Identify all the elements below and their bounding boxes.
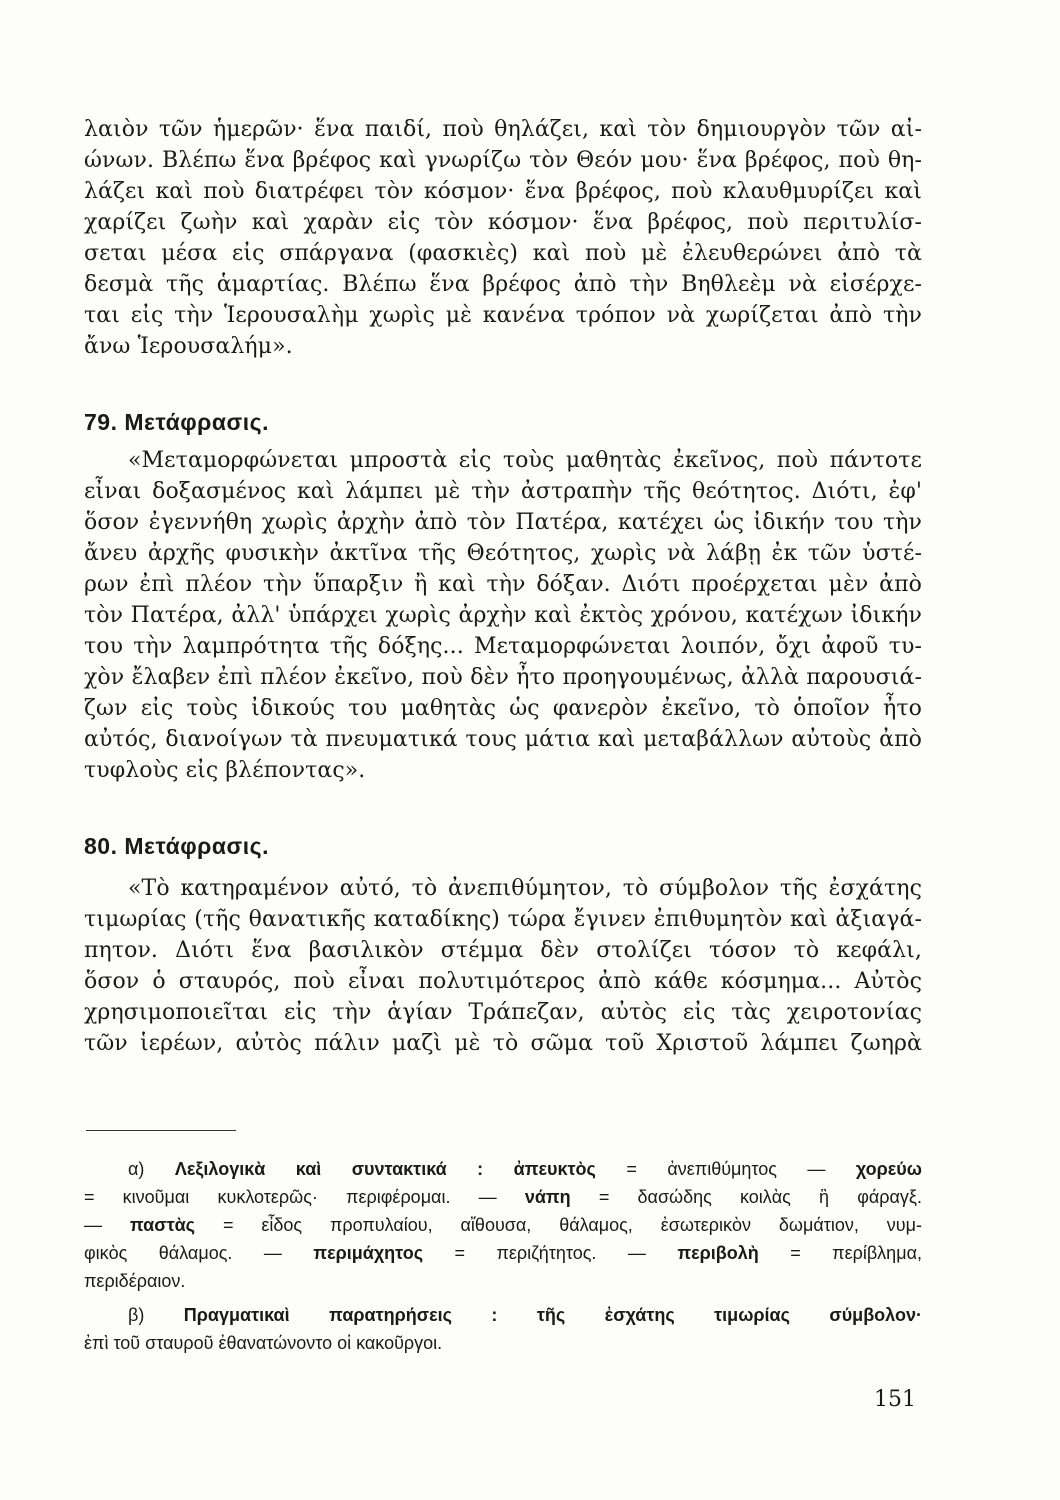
- footnote-b-line: [128, 1302, 922, 1328]
- text-line: ται εἰς τὴν Ἱερουσαλὴμ χωρὶς μὲ κανένα τρόπον νὰ χωρίζεται ἀπὸ τὴν: [84, 303, 922, 328]
- text-line: σεται μέσα εἰς σπάργανα (φασκιὲς) καὶ ποὺ μὲ ἐλευθερώνει ἀπὸ τὰ: [84, 241, 922, 266]
- text-line: πητον. Διότι ἕνα βασιλικὸν στέμμα δὲν στολίζει τόσον τὸ κεφάλι,: [84, 938, 922, 963]
- footnote-a-line: [84, 1212, 922, 1238]
- section-79-heading: 79. Μετάφρασις.: [84, 409, 269, 435]
- text-line: τὸν Πατέρα, ἀλλ' ὑπάρχει χωρὶς ἀρχὴν καὶ ἐκτὸς χρόνου, κατέχων ἰδικήν: [84, 603, 922, 628]
- footnote-term: νάπη: [524, 1187, 571, 1207]
- footnote-term: ἀπευκτὸς: [513, 1159, 596, 1179]
- text-line: «Μεταμορφώνεται μπροστὰ εἰς τοὺς μαθητὰς ἐκεῖνος, ποὺ πάντοτε: [128, 448, 922, 473]
- section-80-heading: 80. Μετάφρασις.: [84, 833, 269, 859]
- footnote-dash: —: [84, 1215, 102, 1235]
- text-line: λαιὸν τῶν ἡμερῶν· ἕνα παιδί, ποὺ θηλάζει, καὶ τὸν δημιουργὸν τῶν αἰ-: [84, 117, 922, 142]
- text-line: χὸν ἔλαβεν ἐπὶ πλέον ἐκεῖνο, ποὺ δὲν ἦτο προηγουμένως, ἀλλὰ παρουσιά-: [84, 665, 922, 690]
- text-line: ρων ἐπὶ πλέον τὴν ὕπαρξιν ἢ καὶ τὴν δόξαν. Διότι προέρχεται μὲν ἀπὸ: [84, 572, 922, 597]
- footnote-definition: = εἶδος προπυλαίου, αἴθουσα, θάλαμος, ἐσωτερικὸν δωμάτιον, νυμ-: [222, 1215, 922, 1235]
- text-line: «Τὸ κατηραμένον αὐτό, τὸ ἀνεπιθύμητον, τὸ σύμβολον τῆς ἐσχάτης: [128, 876, 922, 901]
- footnote-title: Πραγματικαὶ παρατηρήσεις :: [183, 1305, 498, 1325]
- text-line: αὐτός, διανοίγων τὰ πνευματικά τους μάτια καὶ μεταβάλλων αὐτοὺς ἀπὸ: [84, 727, 922, 752]
- footnote-label: β): [128, 1305, 145, 1325]
- footnote-definition: φικὸς θάλαμος. —: [84, 1243, 282, 1263]
- text-line: ἄνω Ἱερουσαλήμ».: [84, 334, 293, 359]
- footnote-definition: = περίβλημα,: [790, 1243, 922, 1263]
- footnote-term: περιμάχητος: [313, 1243, 424, 1263]
- footnote-a-line: περιδέραιον.: [84, 1271, 186, 1291]
- text-line: τυφλοὺς εἰς βλέποντας».: [84, 758, 366, 783]
- footnote-a-line: [128, 1156, 922, 1182]
- footnote-term: περιβολὴ: [677, 1243, 759, 1263]
- text-line: ὅσον ὁ σταυρός, ποὺ εἶναι πολυτιμότερος ἀπὸ κάθε κόσμημα... Αὐτὸς: [84, 969, 922, 994]
- footnote-term: χορεύω: [855, 1159, 922, 1179]
- footnote-definition: = δασώδης κοιλὰς ἢ φάραγξ.: [598, 1187, 922, 1207]
- footnote-definition: = ἀνεπιθύμητος —: [626, 1159, 826, 1179]
- text-line: δεσμὰ τῆς ἁμαρτίας. Βλέπω ἕνα βρέφος ἀπὸ τὴν Βηθλεὲμ νὰ εἰσέρχε-: [84, 272, 922, 297]
- footnote-a-line: [84, 1240, 922, 1266]
- footnote-separator: [86, 1130, 236, 1131]
- footnote-term: τῆς ἐσχάτης τιμωρίας σύμβολον·: [536, 1305, 922, 1325]
- text-line: λάζει καὶ ποὺ διατρέφει τὸν κόσμον· ἕνα βρέφος, ποὺ κλαυθμυρίζει καὶ: [84, 179, 922, 204]
- footnote-b-line: ἐπὶ τοῦ σταυροῦ ἐθανατώνοντο οἱ κακοῦργοι.: [84, 1333, 443, 1353]
- footnote-term: παστὰς: [129, 1215, 196, 1235]
- footnote-title: Λεξιλογικὰ καὶ συντακτικά :: [174, 1159, 484, 1179]
- text-line: ἄνευ ἀρχῆς φυσικὴν ἀκτῖνα τῆς Θεότητος, χωρὶς νὰ λάβῃ ἐκ τῶν ὑστέ-: [84, 541, 922, 566]
- footnote-definition: = κινοῦμαι κυκλοτερῶς· περιφέρομαι. —: [84, 1187, 497, 1207]
- footnote-a-line: [84, 1184, 922, 1210]
- footnote-label: α): [128, 1159, 145, 1179]
- text-line: ώνων. Βλέπω ἕνα βρέφος καὶ γνωρίζω τὸν Θεόν μου· ἕνα βρέφος, ποὺ θη-: [84, 148, 922, 173]
- footnote-definition: = περιζήτητος. —: [454, 1243, 646, 1263]
- text-line: χαρίζει ζωὴν καὶ χαρὰν εἰς τὸν κόσμον· ἕνα βρέφος, ποὺ περιτυλίσ-: [84, 210, 922, 235]
- text-line: εἶναι δοξασμένος καὶ λάμπει μὲ τὴν ἀστραπὴν τῆς θεότητος. Διότι, ἐφ': [84, 479, 922, 504]
- text-line: τιμωρίας (τῆς θανατικῆς καταδίκης) τώρα ἔγινεν ἐπιθυμητὸν καὶ ἀξιαγά-: [84, 907, 922, 932]
- text-line: ζων εἰς τοὺς ἰδικούς του μαθητὰς ὡς φανερὸν ἐκεῖνο, τὸ ὁποῖον ἦτο: [84, 696, 922, 721]
- text-line: χρησιμοποιεῖται εἰς τὴν ἁγίαν Τράπεζαν, αὐτὸς εἰς τὰς χειροτονίας: [84, 1000, 922, 1025]
- page-number: 151: [874, 1387, 916, 1412]
- text-line: ὅσον ἐγεννήθη χωρὶς ἀρχὴν ἀπὸ τὸν Πατέρα, κατέχει ὡς ἰδικήν του τὴν: [84, 510, 922, 535]
- text-line: τῶν ἱερέων, αὐτὸς πάλιν μαζὶ μὲ τὸ σῶμα τοῦ Χριστοῦ λάμπει ζωηρὰ: [84, 1031, 922, 1056]
- text-line: του τὴν λαμπρότητα τῆς δόξης... Μεταμορφώνεται λοιπόν, ὄχι ἀφοῦ τυ-: [84, 634, 922, 659]
